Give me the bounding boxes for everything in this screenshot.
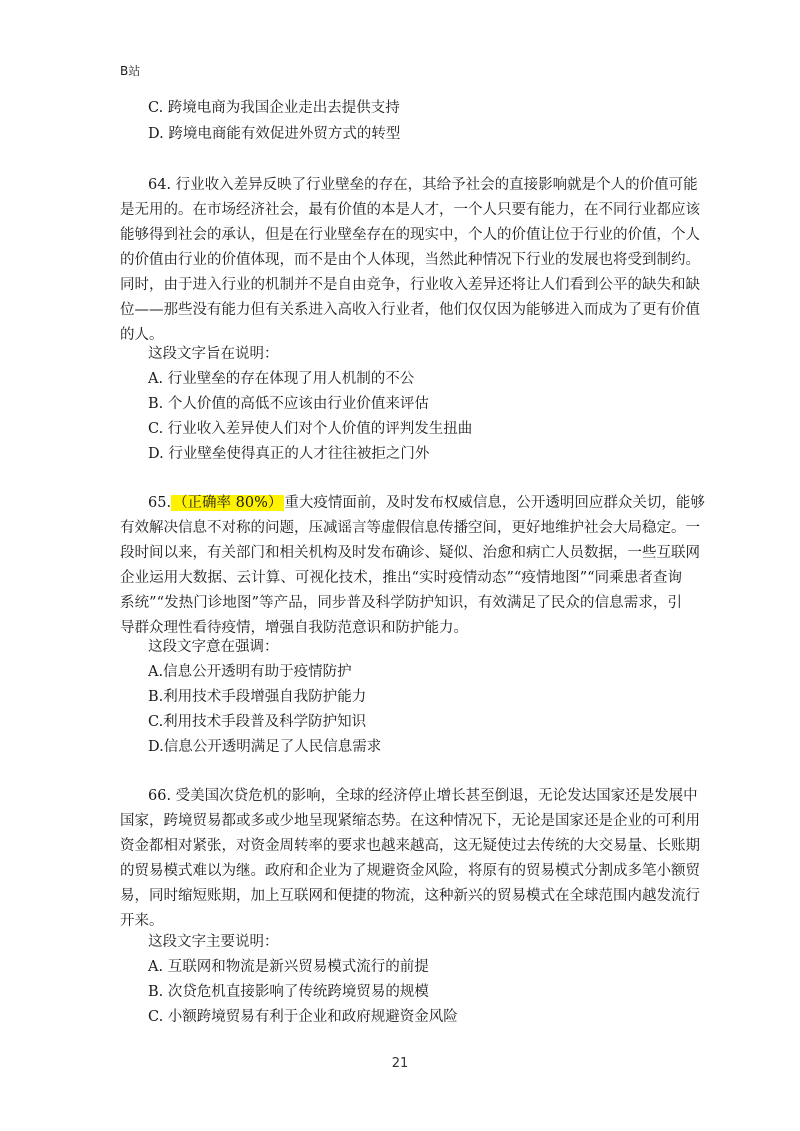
q66-line: 66. 受美国次贷危机的影响，全球的经济停止增长甚至倒退，无论发达国家还是发展中 bbox=[148, 788, 698, 804]
accuracy-highlight: （正确率 80%） bbox=[173, 495, 283, 511]
q64-line: 位——那些没有能力但有关系进入高收入行业者，他们仅仅因为能够进入而成为了更有价值 bbox=[120, 302, 700, 318]
q66-line: 开来。 bbox=[120, 913, 164, 929]
q64-line: 64. 行业收入差异反映了行业壁垒的存在，其给予社会的直接影响就是个人的价值可能 bbox=[148, 177, 698, 193]
q66-line: 易，同时缩短账期，加上互联网和便捷的物流，这种新兴的贸易模式在全球范围内越发流行 bbox=[120, 888, 700, 904]
q64-line: 的人。 bbox=[120, 327, 164, 343]
q65-line: 有效解决信息不对称的问题，压减谣言等虚假信息传播空间，更好地维护社会大局稳定。一 bbox=[120, 520, 700, 536]
q63-option-c: C. 跨境电商为我国企业走出去提供支持 bbox=[148, 100, 400, 116]
q65-option-d: D.信息公开透明满足了人民信息需求 bbox=[148, 739, 382, 755]
q64-line: 是无用的。在市场经济社会，最有价值的本是人才，一个人只要有能力，在不同行业都应该 bbox=[120, 202, 700, 218]
q64-line: 能够得到社会的承认，但是在行业壁垒存在的现实中，个人的价值让位于行业的价值，个人 bbox=[120, 227, 700, 243]
q65-line: 企业运用大数据、云计算、可视化技术，推出“实时疫情动态”“疫情地图”“同乘患者查询 bbox=[120, 570, 682, 586]
q66-option-c: C. 小额跨境贸易有利于企业和政府规避资金风险 bbox=[148, 1009, 458, 1025]
q65-first-line bbox=[148, 493, 705, 513]
q64-line: 的价值由行业的价值体现，而不是由个人体现，当然此种情况下行业的发展也将受到制约。 bbox=[120, 252, 700, 268]
q64-option-b: B. 个人价值的高低不应该由行业价值来评估 bbox=[148, 396, 429, 412]
q65-number: 65. bbox=[148, 495, 172, 511]
q66-line: 资金都相对紧张，对资金周转率的要求也越来越高，这无疑使过去传统的大交易量、长账期 bbox=[120, 838, 700, 854]
q65-line: 系统”“发热门诊地图”等产品，同步普及科学防护知识，有效满足了民众的信息需求，引 bbox=[120, 595, 682, 611]
q64-option-d: D. 行业壁垒使得真正的人才往往被拒之门外 bbox=[148, 446, 430, 462]
q65-stem: 这段文字意在强调： bbox=[148, 639, 279, 655]
q66-option-a: A. 互联网和物流是新兴贸易模式流行的前提 bbox=[148, 959, 429, 975]
q63-option-d: D. 跨境电商能有效促进外贸方式的转型 bbox=[148, 126, 401, 142]
q65-first-line-text: 重大疫情面前，及时发布权威信息，公开透明回应群众关切，能够 bbox=[284, 495, 705, 511]
q64-stem: 这段文字旨在说明： bbox=[148, 346, 279, 362]
q66-option-b: B. 次贷危机直接影响了传统跨境贸易的规模 bbox=[148, 984, 429, 1000]
q66-line: 的贸易模式难以为继。政府和企业为了规避资金风险，将原有的贸易模式分割成多笔小额贸 bbox=[120, 863, 700, 879]
page-number: 21 bbox=[391, 1056, 409, 1071]
q65-line: 导群众理性看待疫情，增强自我防范意识和防护能力。 bbox=[120, 620, 468, 636]
q65-option-c: C.利用技术手段普及科学防护知识 bbox=[148, 714, 367, 730]
q65-option-b: B.利用技术手段增强自我防护能力 bbox=[148, 689, 367, 705]
q65-option-a: A.信息公开透明有助于疫情防护 bbox=[148, 664, 352, 680]
q64-option-c: C. 行业收入差异使人们对个人价值的评判发生扭曲 bbox=[148, 421, 473, 437]
q65-line: 段时间以来，有关部门和相关机构及时发布确诊、疑似、治愈和病亡人员数据，一些互联网 bbox=[120, 545, 700, 561]
q64-line: 同时，由于进入行业的机制并不是自由竞争，行业收入差异还将让人们看到公平的缺失和缺 bbox=[120, 277, 700, 293]
q64-option-a: A. 行业壁垒的存在体现了用人机制的不公 bbox=[148, 371, 415, 387]
q66-line: 国家，跨境贸易都或多或少地呈现紧缩态势。在这种情况下，无论是国家还是企业的可利用 bbox=[120, 813, 700, 829]
q66-stem: 这段文字主要说明： bbox=[148, 934, 279, 950]
page-header: B站 bbox=[120, 64, 141, 78]
